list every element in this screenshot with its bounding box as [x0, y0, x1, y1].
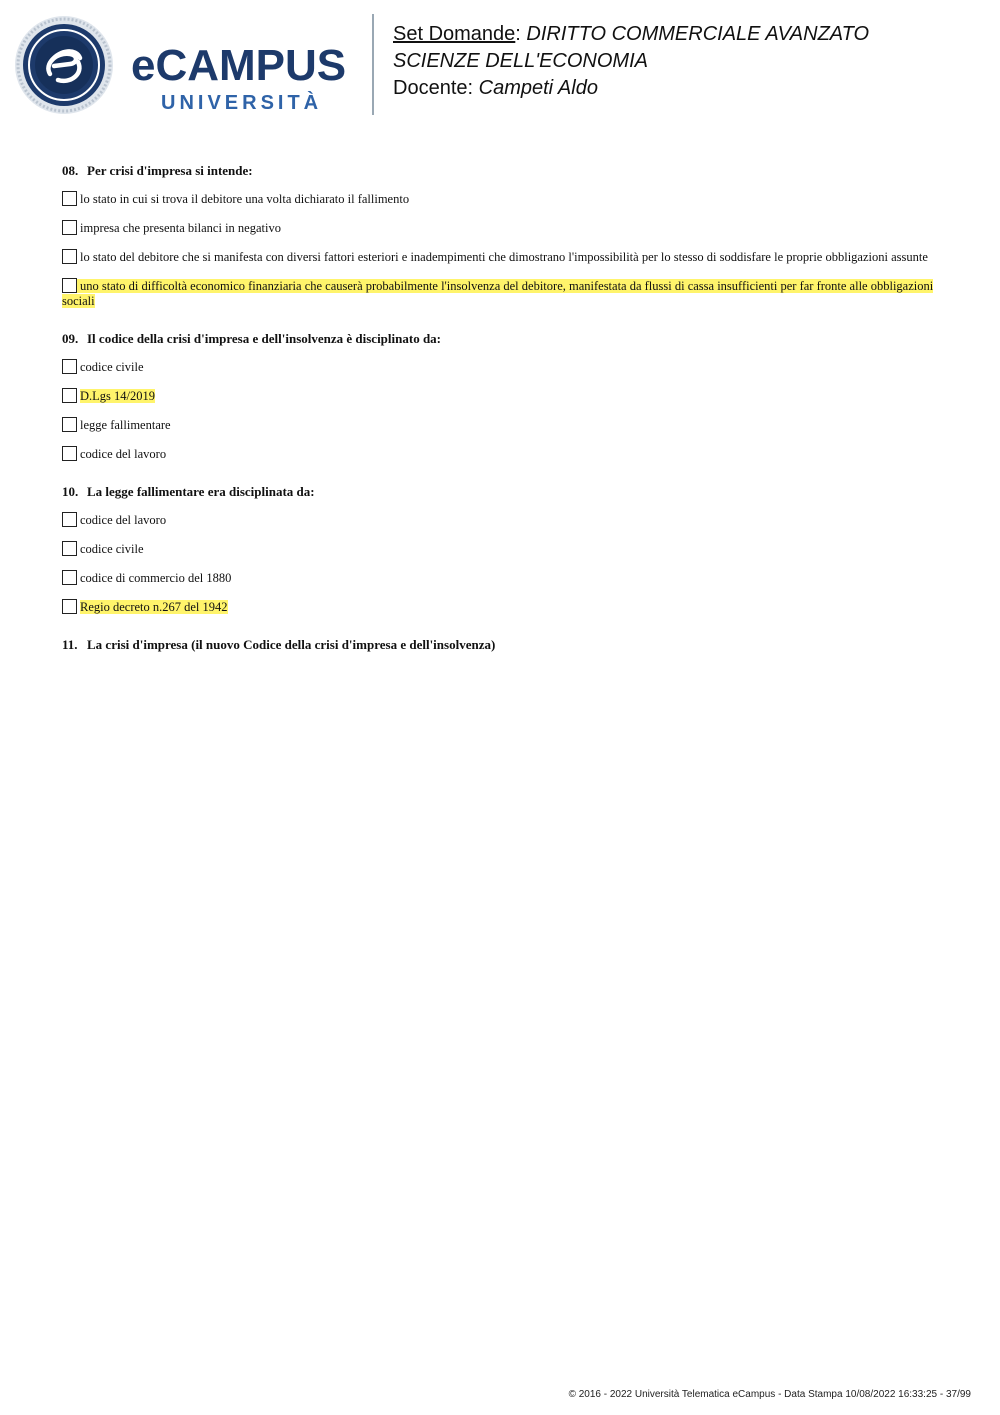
set-line: Set Domande: DIRITTO COMMERCIALE AVANZATO	[393, 23, 870, 45]
answer-option	[62, 541, 940, 557]
answer-option	[62, 512, 940, 528]
checkbox[interactable]	[62, 220, 77, 235]
answer-option	[62, 191, 940, 207]
question-title	[62, 163, 940, 179]
question-number: 09.	[62, 331, 79, 346]
question-title	[62, 484, 940, 500]
question-number: 11.	[62, 637, 78, 652]
checkbox[interactable]	[62, 599, 77, 614]
seal-icon	[15, 16, 113, 114]
question-09	[62, 331, 940, 462]
question-08	[62, 163, 940, 309]
answer-option	[62, 249, 940, 265]
question-11	[62, 637, 940, 653]
question-number: 08.	[62, 163, 79, 178]
set-value: DIRITTO COMMERCIALE AVANZATO	[526, 23, 870, 45]
answer-option	[62, 417, 940, 433]
question-title	[62, 637, 940, 653]
ecampus-logo	[14, 14, 359, 118]
option-text: legge fallimentare	[80, 418, 171, 432]
option-text: lo stato in cui si trova il debitore una volta dichiarato il fallimento	[80, 192, 410, 206]
checkbox[interactable]	[62, 512, 77, 527]
set-label: Set Domande	[393, 23, 516, 45]
question-number: 10.	[62, 484, 79, 499]
answer-option	[62, 570, 940, 586]
checkbox[interactable]	[62, 446, 77, 461]
option-text: codice del lavoro	[80, 513, 167, 527]
answer-option-correct	[62, 278, 940, 309]
checkbox[interactable]	[62, 417, 77, 432]
answer-option-correct	[62, 388, 940, 404]
page-header	[0, 0, 1000, 130]
teacher-line	[393, 75, 869, 102]
option-text: uno stato di difficoltà economico finanziaria che causerà probabilmente l'insolvenza del debitore, manifestata da flussi di cassa insufficienti per far fronte alle obbligazioni sociali	[62, 279, 934, 308]
header-divider	[372, 14, 374, 115]
course-name: SCIENZE DELL'ECONOMIA	[393, 50, 648, 72]
option-text: codice civile	[80, 360, 144, 374]
logo-wordmark: eCAMPUS	[131, 41, 347, 90]
question-10	[62, 484, 940, 615]
checkbox[interactable]	[62, 191, 77, 206]
checkbox[interactable]	[62, 278, 77, 293]
teacher-name: Campeti Aldo	[478, 77, 598, 99]
option-text: D.Lgs 14/2019	[80, 389, 155, 403]
page-footer: © 2016 - 2022 Università Telematica eCampus - Data Stampa 10/08/2022 16:33:25 - 37/99	[568, 1389, 971, 1400]
option-text: codice del lavoro	[80, 447, 167, 461]
answer-option	[62, 220, 940, 236]
question-text: Il codice della crisi d'impresa e dell'insolvenza è disciplinato da:	[87, 331, 442, 346]
logo-subtext: UNIVERSITÀ	[161, 92, 323, 114]
course-line	[393, 48, 869, 75]
highlighted-answer	[62, 279, 933, 308]
option-text: impresa che presenta bilanci in negativo	[80, 221, 281, 235]
questions-list	[62, 163, 940, 675]
checkbox[interactable]	[62, 541, 77, 556]
option-text: codice di commercio del 1880	[80, 571, 232, 585]
answer-option	[62, 446, 940, 462]
option-text: Regio decreto n.267 del 1942	[80, 600, 228, 614]
question-text: Per crisi d'impresa si intende:	[87, 163, 253, 178]
checkbox[interactable]	[62, 359, 77, 374]
option-text: codice civile	[80, 542, 144, 556]
question-text: La legge fallimentare era disciplinata da:	[87, 484, 315, 499]
question-title	[62, 331, 940, 347]
checkbox[interactable]	[62, 249, 77, 264]
answer-option-correct	[62, 599, 940, 615]
answer-option	[62, 359, 940, 375]
header-info	[393, 21, 869, 102]
question-text: La crisi d'impresa (il nuovo Codice della crisi d'impresa e dell'insolvenza)	[87, 637, 496, 652]
option-text: lo stato del debitore che si manifesta con diversi fattori esteriori e inadempimenti che dimostrano l'impossibilità per lo stesso di soddisfare le proprie obbligazioni assunte	[80, 250, 928, 264]
checkbox[interactable]	[62, 388, 77, 403]
teacher-label: Docente:	[393, 77, 474, 99]
checkbox[interactable]	[62, 570, 77, 585]
